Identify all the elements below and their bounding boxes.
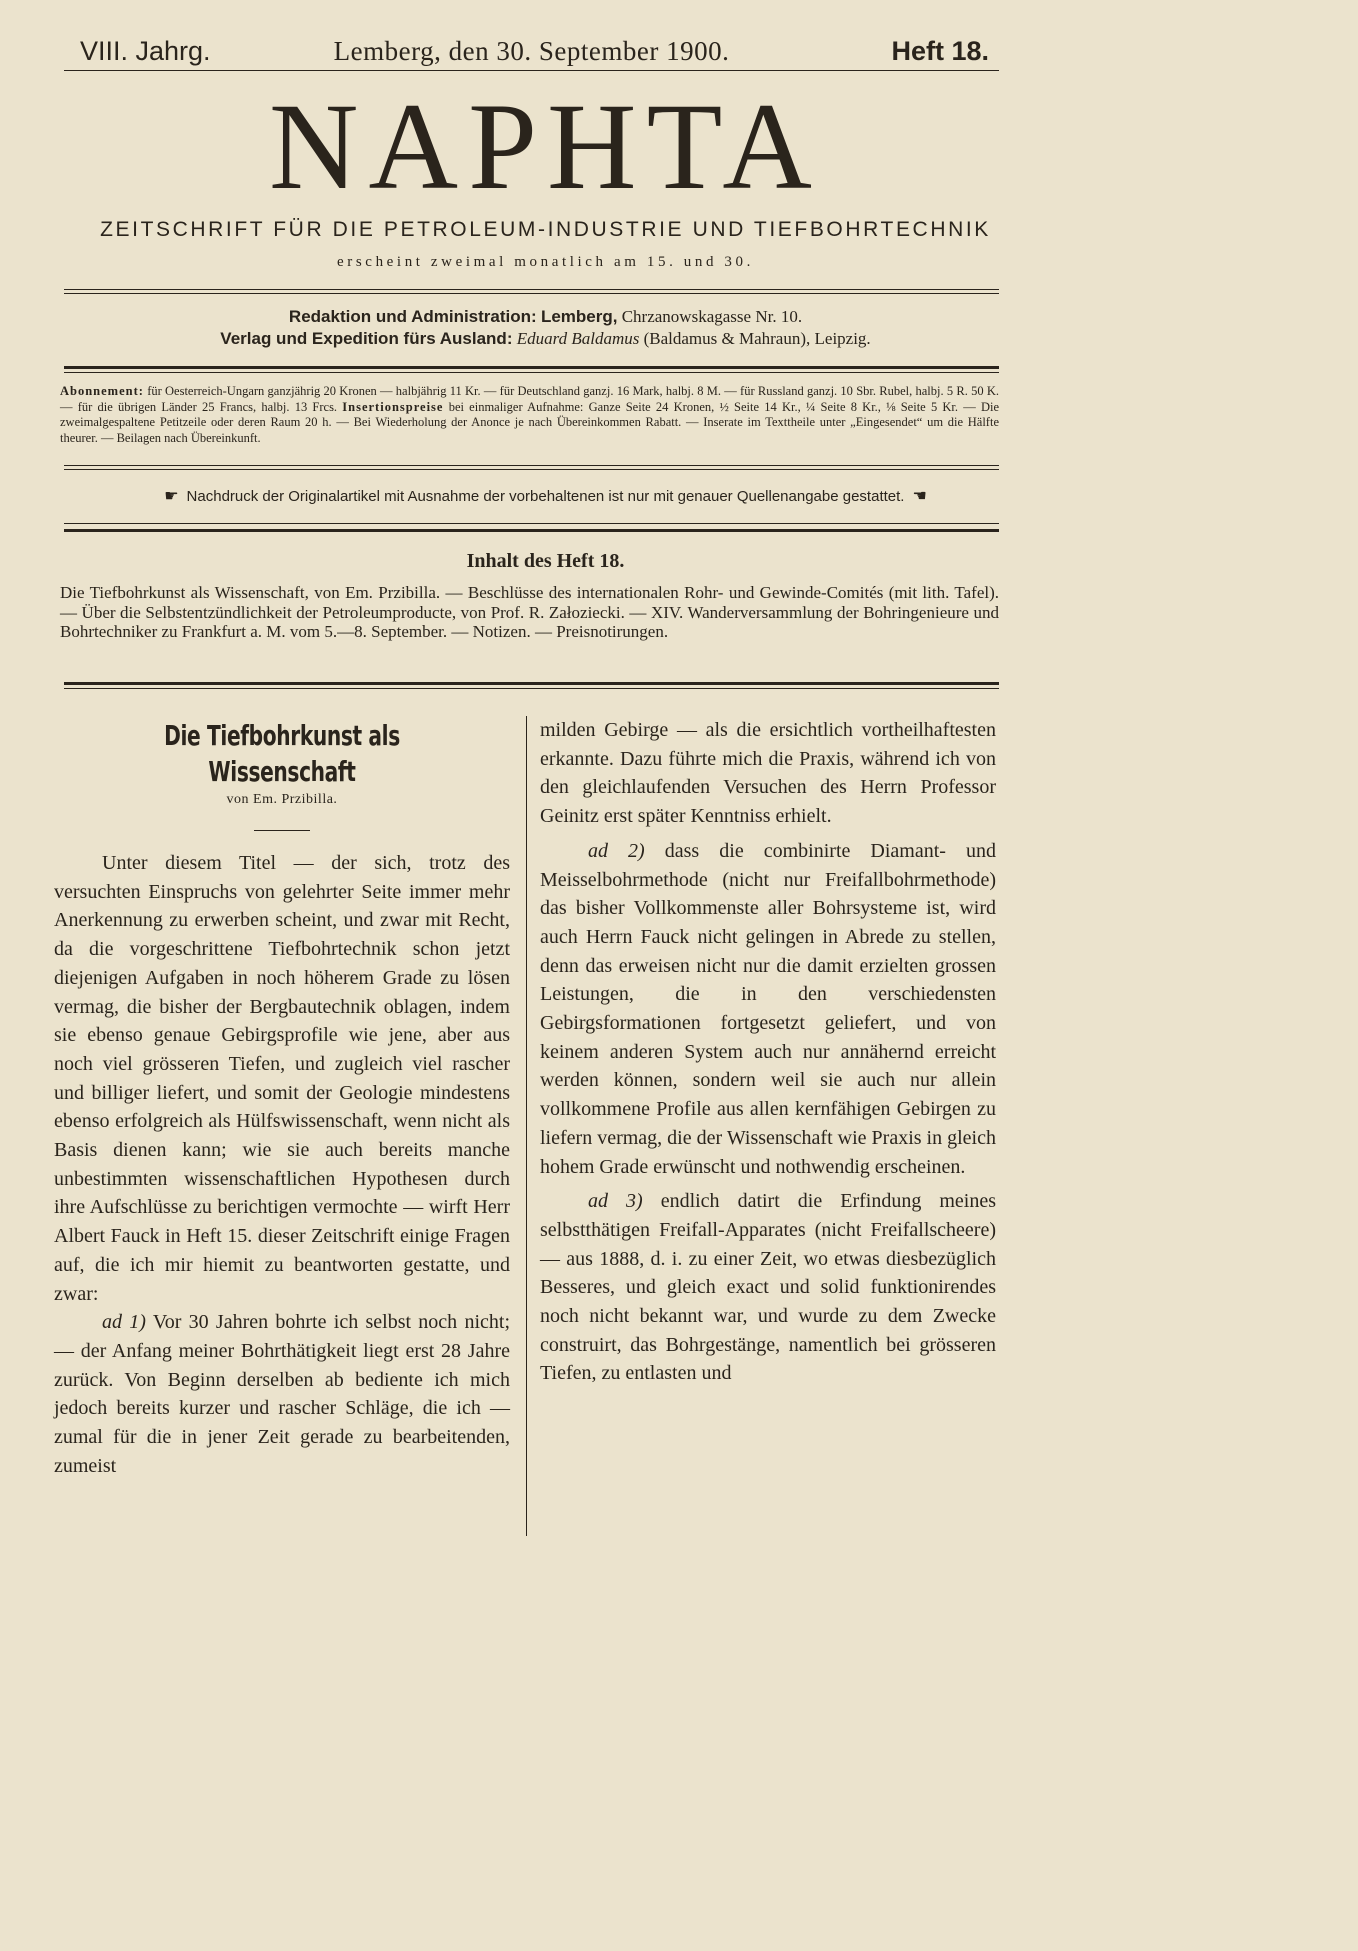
article-title: Die Tiefbohrkunst als Wissenschaft xyxy=(164,719,400,788)
rule-2 xyxy=(64,293,999,294)
redaktion-label: Redaktion und Administration: xyxy=(288,307,537,326)
article-column-left xyxy=(54,716,510,1480)
article-separator xyxy=(254,830,310,831)
article-author: von Em. Przibilla. xyxy=(226,792,338,807)
rule-8 xyxy=(64,529,999,532)
contents-text: Die Tiefbohrkunst als Wissenschaft, von Em. Przibilla. — Beschlüsse des internationalen Rohr- und Gewinde-Comités (mit lith. Tafel). — Über die Selbstentzündlichkeit der Petroleumproducte, von Prof. R. Załoziecki. — XIV. Wanderversammlung der Bohringenieure und Bohrtechniker zu Frankfurt a. M. vom 5.—8. September. — Notizen. — Preisnotirungen. xyxy=(60,583,999,642)
dateline: Lemberg, den 30. September 1900. xyxy=(333,36,730,66)
article-column-right xyxy=(540,716,996,1388)
article-paragraph xyxy=(54,1308,510,1480)
subscription-info xyxy=(60,384,999,446)
insertion-label: Insertionspreise xyxy=(342,399,444,414)
publication-frequency: erscheint zweimal monatlich am 15. und 30. xyxy=(337,254,754,270)
paragraph-lead: ad 2) xyxy=(588,839,645,862)
verlag-rest: (Baldamus & Mahraun), Leipzig. xyxy=(643,329,871,348)
rule-1 xyxy=(64,289,999,290)
insertion-text: bei einmaliger Aufnahme: Ganze Seite 24 Kronen, ½ Seite 14 Kr., ¼ Seite 8 Kr., ⅛ Seite 5 Kr. — Die zweimalgespaltene Petitzeile oder deren Raum 20 h. — Bei Wiederholung der Anonce je nach Übereinkommen Rabatt. — Inserate im Texttheile unter „Eingesendet“ um die Hälfte theurer. — Beilagen nach Übereinkunft. xyxy=(60,399,1000,445)
paragraph-text: endlich datirt die Erfindung meines selbstthätigen Freifall-Apparates (nicht Freifallscheere) — aus 1888, d. i. zu einer Zeit, wo etwas diesbezüglich Besseres, und gleich exact und solid funktionirendes noch nicht bekannt war, und wurde zu dem Zwecke construirt, das Bohrgestänge, namentlich bei grösseren Tiefen, zu entlasten und xyxy=(540,1190,996,1385)
abonnement-text: für Oesterreich-Ungarn ganzjährig 20 Kronen — halbjährig 11 Kr. — für Deutschland ganzj. 16 Mark, halbj. 8 M. — für Russland ganzj. 10 Sbr. Rubel, halbj. 5 R. 50 K. — für die übrigen Länder 25 Francs, halbj. 13 Frcs. xyxy=(60,384,1000,414)
reprint-text: Nachdruck der Originalartikel mit Ausnahme der vorbehaltenen ist nur mit genauer Quellenangabe gestattet. xyxy=(186,488,905,505)
paragraph-text: dass die combinirte Diamant- und Meisselbohrmethode (nicht nur Freifallbohrmethode) das bisher Vollkommenste aller Bohrsysteme ist, wird auch Herrn Fauck nicht gelingen in Abrede zu stellen, denn das erweisen nicht nur die damit erzielten grossen Leistungen, die in den verschiedensten Gebirgsformationen fortgesetzt geliefert, und von keinem anderen System auch nur annähernd erreicht werden können, sondern weil sie auch nur allein vollkommene Profile aus allen kernfähigen Gebirgen zu liefern vermag, die der Wissenschaft wie Praxis in gleich hohem Grade erwünscht und nothwendig erscheinen. xyxy=(540,839,996,1178)
verlag-name: Eduard Baldamus xyxy=(516,329,640,348)
rule-3 xyxy=(64,366,999,369)
pointing-hand-left-icon: ☚ xyxy=(912,488,927,505)
article-paragraph xyxy=(540,1187,996,1388)
masthead-subtitle: ZEITSCHRIFT FÜR DIE PETROLEUM-INDUSTRIE UND TIEFBOHRTECHNIK xyxy=(100,218,991,241)
rule-9 xyxy=(64,682,999,685)
reprint-notice xyxy=(0,486,1091,506)
header-line xyxy=(64,36,999,70)
redaktion-address: Chrzanowskagasse Nr. 10. xyxy=(621,307,803,326)
rule-6 xyxy=(64,469,999,470)
article-paragraph: milden Gebirge — als die ersichtlich vortheilhaftesten erkannte. Dazu führte mich die Praxis, während ich von den gleichlaufenden Versuchen des Herrn Professor Geinitz erst später Kenntniss erhielt. xyxy=(540,719,996,828)
abonnement-label: Abonnement: xyxy=(60,384,144,398)
contents-title: Inhalt des Heft 18. xyxy=(466,550,625,572)
header-rule xyxy=(64,70,999,71)
paragraph-text: Vor 30 Jahren bohrte ich selbst noch nicht; — der Anfang meiner Bohrthätigkeit liegt erst 28 Jahre zurück. Von Beginn derselben ab bediente ich mich jedoch bereits kurzer und rascher Schläge, die ich — zumal für die in jener Zeit gerade zu bearbeitenden, zumeist xyxy=(54,1311,510,1477)
verlag-label: Verlag und Expedition fürs Ausland: xyxy=(220,329,513,348)
volume-label: VIII. Jahrg. xyxy=(80,36,211,66)
rule-5 xyxy=(64,465,999,466)
article-paragraph: Unter diesem Titel — der sich, trotz des versuchten Einspruchs von gelehrter Seite immer mehr Anerkennung zu erwerben scheint, und zwar mit Recht, da die vorgeschrittene Tiefbohrtechnik schon jetzt diejenigen Aufgaben in noch höherem Grade zu lösen vermag, die bisher der Bergbautechnik oblagen, indem sie ebenso genaue Gebirgsprofile wie jene, aber aus noch viel grösseren Tiefen, und zugleich viel rascher und billiger liefert, und somit der Geologie mindestens ebenso erfolgreich als Hülfswissenschaft, wenn nicht als Basis dienen kann; wie sie auch bereits manche unbestimmten wissenschaftlichen Hypothesen durch ihre Aufschlüsse zu berichtigen vermochte — wirft Herr Albert Fauck in Heft 15. dieser Zeitschrift einige Fragen auf, die ich mir hiemit zu beantworten gestatte, und zwar: xyxy=(54,852,510,1305)
pointing-hand-right-icon: ☛ xyxy=(164,488,179,505)
editorial-info xyxy=(0,306,1091,350)
rule-10 xyxy=(64,688,999,689)
paragraph-lead: ad 1) xyxy=(102,1311,146,1334)
rule-4 xyxy=(64,372,999,373)
paragraph-lead: ad 3) xyxy=(588,1190,643,1213)
redaktion-city: Lemberg, xyxy=(540,307,618,326)
rule-7 xyxy=(64,523,999,524)
article-paragraph xyxy=(540,837,996,1181)
masthead-title: NAPHTA xyxy=(269,78,822,215)
column-divider xyxy=(526,716,527,1536)
issue-label: Heft 18. xyxy=(891,36,989,66)
